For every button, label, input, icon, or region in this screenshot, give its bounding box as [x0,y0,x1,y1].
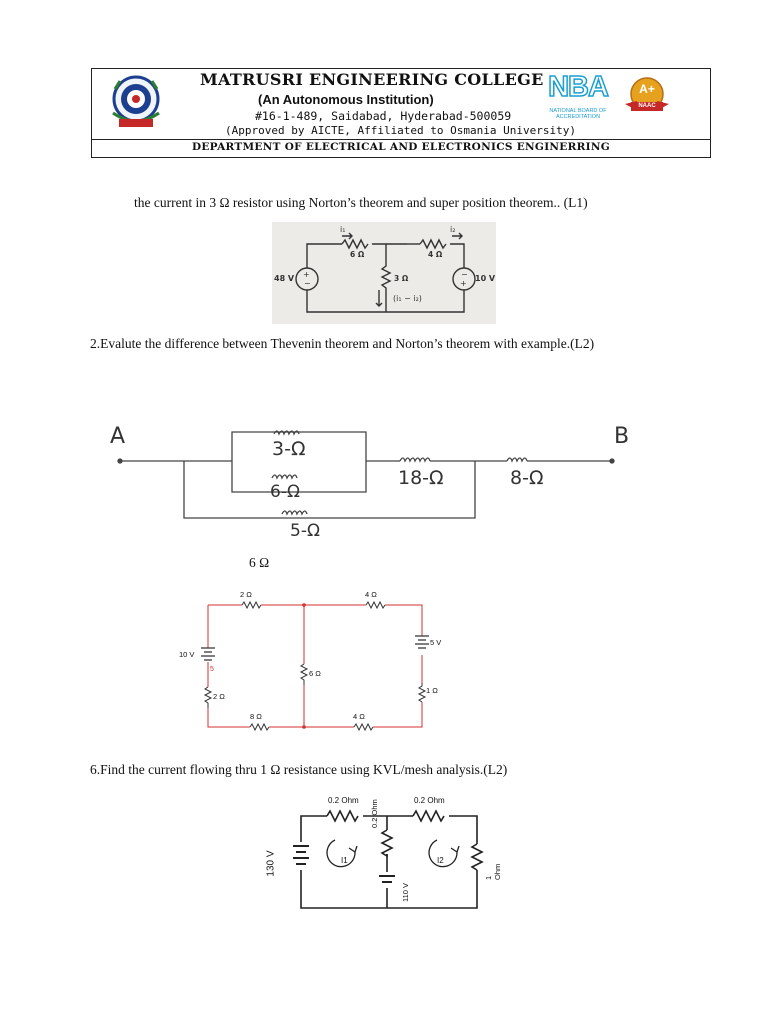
circuit-1-minus-right: − [461,270,468,279]
circuit-3-r-top-left: 2 Ω [240,590,252,599]
circuit-3-r-left: 2 Ω [213,692,225,701]
naac-emblem [622,74,672,118]
circuit-1-wires [272,222,496,324]
circuit-4-src-left: 130 V [265,850,277,877]
circuit-4-mesh-2: I2 [437,856,444,865]
circuit-3-r-bot-left: 8 Ω [250,712,262,721]
circuit-3-r-bot-right: 4 Ω [353,712,365,721]
circuit-2-r4: 18-Ω [398,467,444,489]
circuit-1-r-right: 4 Ω [428,250,443,259]
circuit-3-wires [172,588,452,738]
autonomous-label: (An Autonomous Institution) [258,92,434,107]
circuit-4-r-right: 1 Ohm [484,863,502,880]
nba-caption: NATIONAL BOARD OF ACCREDITATION [549,108,607,120]
circuit-4-mesh-1: I1 [341,856,348,865]
circuit-2-wires [100,420,660,550]
header-divider [91,139,711,140]
naac-caption: NAAC [638,103,656,109]
circuit-3-node-top [302,603,306,607]
naac-grade: A+ [639,82,655,96]
circuit-4-src-mid: 110 V [401,882,410,902]
department-title: DEPARTMENT OF ELECTRICAL AND ELECTRONICS ENGINERRING [191,141,611,153]
circuit-1-r-left: 6 Ω [350,250,365,259]
circuit-4-r-top-left: 0.2 Ohm [328,796,359,805]
nba-logo-text: NBA [548,71,608,103]
circuit-4-figure [265,790,502,918]
college-logo [105,71,167,133]
circuit-1-plus: + [303,270,310,279]
circuit-1-i1: i₁ [340,225,346,234]
question-6-text: 6.Find the current flowing thru 1 Ω resistance using KVL/mesh analysis.(L2) [90,762,508,777]
nba-logo [545,72,611,122]
question-4-label: 6 Ω [249,555,270,570]
node-b-label: B [614,424,630,449]
circuit-1-i2: i₂ [450,225,456,234]
circuit-3-battery-left: 10 V [179,650,195,659]
college-address: #16-1-489, Saidabad, Hyderabad-500059 [255,109,512,123]
circuit-3-r-top-right: 4 Ω [365,590,377,599]
circuit-3-node-bottom [302,725,306,729]
circuit-1-minus: − [304,279,311,288]
circuit-3-battery-right: 5 V [430,638,442,647]
circuit-3-r-right: 1 Ω [426,686,438,695]
circuit-2-r2: 6-Ω [270,482,300,502]
circuit-4-wires [265,790,497,918]
circuit-2-figure [100,420,660,550]
node-a-label: A [110,424,126,449]
circuit-1-src-right: 10 V [475,274,496,283]
college-name: MATRUSRI ENGINEERING COLLEGE [200,70,544,89]
circuit-1-r-mid: 3 Ω [394,274,409,283]
question-2-text: 2.Evalute the difference between Thevenin theorem and Norton’s theorem with example.(L2) [90,336,595,351]
circuit-2-r3: 5-Ω [290,521,320,541]
circuit-4-r-mid: 0.2 Ohm [370,799,379,828]
circuit-4-r-top-right: 0.2 Ohm [414,796,445,805]
circuit-3-small-mark: 5 [210,666,214,673]
circuit-1-branch-current: (i₁ − i₂) [393,294,422,303]
circuit-2-r5: 8-Ω [510,467,544,489]
question-1-text: the current in 3 Ω resistor using Norton’s theorem and super position theorem.. (L1) [134,195,588,210]
circuit-2-r1: 3-Ω [272,438,306,460]
circuit-3-r-mid: 6 Ω [309,669,321,678]
naac-logo [622,74,672,118]
approval-text: (Approved by AICTE, Affiliated to Osmania University) [225,124,576,137]
circuit-1-src-left: 48 V [274,274,295,283]
circuit-1-figure [272,222,496,324]
circuit-1-plus-right: + [460,279,467,288]
circuit-3-figure [172,588,452,738]
